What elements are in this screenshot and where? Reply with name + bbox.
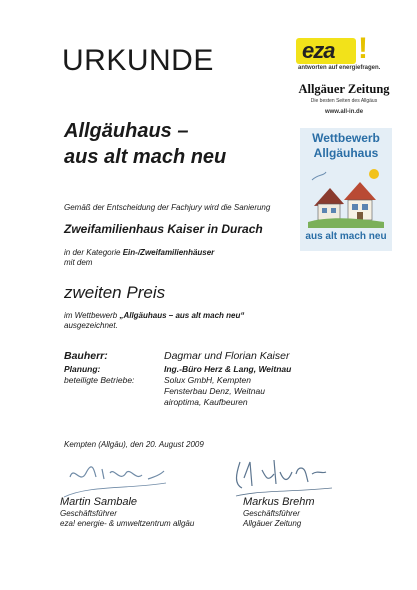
eza-word: eza bbox=[302, 38, 335, 63]
eza-logo bbox=[296, 32, 392, 78]
headline-line-1: Allgäuhaus – bbox=[64, 120, 189, 142]
credits bbox=[64, 350, 394, 408]
az-url: www.all-in.de bbox=[324, 109, 364, 115]
firms-list bbox=[164, 375, 265, 408]
signature-1-handwriting bbox=[60, 455, 170, 500]
planning-row bbox=[64, 364, 394, 375]
signature-1-name: Martin Sambale bbox=[60, 496, 138, 508]
allgaeuer-zeitung-logo bbox=[292, 82, 396, 122]
competition-prefix: im Wettbewerb bbox=[64, 311, 118, 320]
owner-label: Bauherr: bbox=[64, 350, 108, 362]
decision-text: Gemäß der Entscheidung der Fachjury wird die Sanierung bbox=[64, 203, 271, 212]
planning-label: Planung: bbox=[64, 364, 101, 374]
planning-value: Ing.-Büro Herz & Lang, Weitnau bbox=[164, 364, 292, 374]
signature-1-org: eza! energie- & umweltzentrum allgäu bbox=[60, 519, 195, 528]
signature-2-role: Geschäftsführer bbox=[243, 509, 300, 518]
firm-item: Fensterbau Denz, Weitnau bbox=[164, 386, 265, 396]
eza-exclamation: ! bbox=[358, 32, 368, 65]
wettbewerb-line-2: Allgäuhaus bbox=[313, 146, 379, 160]
eza-word-box bbox=[296, 38, 356, 64]
signature-2-name: Markus Brehm bbox=[243, 496, 315, 508]
category-prefix: in der Kategorie bbox=[64, 248, 121, 257]
signature-2-handwriting bbox=[222, 452, 352, 500]
owner-value: Dagmar und Florian Kaiser bbox=[164, 350, 290, 362]
az-subtitle: Die besten Seiten des Allgäus bbox=[310, 98, 378, 104]
firms-label: beteiligte Betriebe: bbox=[64, 375, 135, 385]
wettbewerb-line-3: aus alt mach neu bbox=[305, 231, 387, 242]
az-name: Allgäuer Zeitung bbox=[298, 82, 390, 96]
wettbewerb-line-1: Wettbewerb bbox=[312, 131, 380, 145]
signature-2 bbox=[243, 496, 315, 529]
firm-item: Solux GmbH, Kempten bbox=[164, 375, 251, 385]
headline bbox=[64, 118, 226, 170]
competition-name: „Allgäuhaus – aus alt mach neu“ bbox=[119, 311, 245, 320]
project-name: Zweifamilienhaus Kaiser in Durach bbox=[64, 222, 263, 236]
place-date: Kempten (Allgäu), den 20. August 2009 bbox=[64, 440, 204, 449]
category-value: Ein-/Zweifamilienhäuser bbox=[122, 248, 215, 257]
wettbewerb-badge bbox=[300, 128, 392, 251]
document-title: URKUNDE bbox=[62, 44, 214, 77]
firms-row bbox=[64, 375, 394, 408]
prize: zweiten Preis bbox=[64, 283, 166, 302]
owner-row bbox=[64, 350, 394, 364]
with-the-text: mit dem bbox=[64, 258, 93, 267]
signature-1-role: Geschäftsführer bbox=[60, 509, 117, 518]
house-illustration-icon bbox=[308, 166, 384, 228]
awarded-text: ausgezeichnet. bbox=[64, 321, 118, 330]
category-line bbox=[64, 248, 214, 258]
eza-tagline: antworten auf energiefragen. bbox=[298, 65, 381, 71]
competition-line bbox=[64, 311, 244, 321]
signature-2-org: Allgäuer Zeitung bbox=[243, 519, 302, 528]
headline-line-2: aus alt mach neu bbox=[64, 146, 227, 168]
firm-item: airoptima, Kaufbeuren bbox=[164, 397, 248, 407]
signature-1 bbox=[60, 496, 194, 529]
